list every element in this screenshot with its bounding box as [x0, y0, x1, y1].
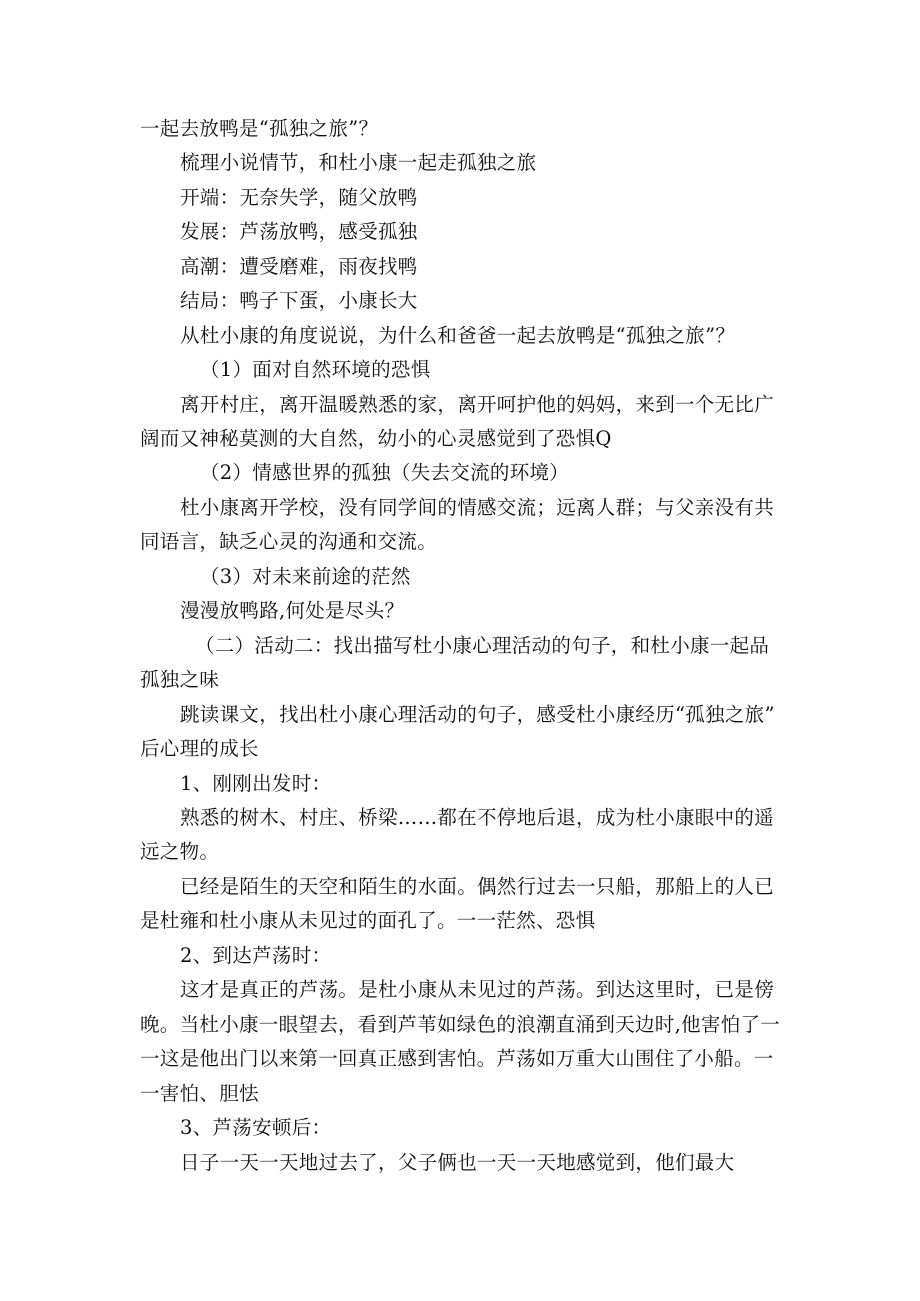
text-line: 从杜小康的角度说说，为什么和爸爸一起去放鸭是“孤独之旅”？	[180, 324, 736, 347]
text-line: 杜小康离开学校，没有同学间的情感交流；远离人群；与父亲没有共	[180, 496, 775, 519]
text-line: 离开村庄，离开温暖熟悉的家，离开呵护他的妈妈，来到一个无比广	[180, 393, 775, 416]
text-line: 结局：鸭子下蛋，小康长大	[180, 289, 418, 312]
text-line: 是杜雍和杜小康从未见过的面孔了。一一茫然、恐惧	[140, 909, 596, 932]
text-line: 已经是陌生的天空和陌生的水面。偶然行过去一只船，那船上的人已	[180, 875, 775, 898]
text-line: （2）情感世界的孤独（失去交流的环境）	[200, 461, 570, 484]
text-line: 远之物。	[140, 840, 220, 863]
text-line: 高潮：遭受磨难，雨夜找鸭	[180, 255, 418, 278]
text-line: 熟悉的树木、村庄、桥梁……都在不停地后退，成为杜小康眼中的遥	[180, 806, 775, 829]
text-line: 一起去放鸭是“孤独之旅”？	[140, 117, 379, 140]
text-line: 3、芦荡安顿后：	[180, 1116, 332, 1139]
text-line: 阔而又神秘莫测的大自然，幼小的心灵感觉到了恐惧Q	[140, 427, 612, 450]
text-line: 开端：无奈失学，随父放鸭	[180, 186, 418, 209]
text-line: 日子一天一天地过去了，父子俩也一天一天地感觉到，他们最大	[180, 1151, 735, 1174]
text-line: 孤独之味	[140, 668, 220, 691]
text-line: 后心理的成长	[140, 737, 259, 760]
text-line: 漫漫放鸭路,何处是尽头？	[180, 599, 405, 622]
text-line: （二）活动二：找出描写杜小康心理活动的句子，和杜小康一起品	[195, 634, 770, 657]
text-line: 跳读课文，找出杜小康心理活动的句子，感受杜小康经历“孤独之旅”	[180, 703, 775, 726]
text-line: 晚。当杜小康一眼望去，看到芦苇如绿色的浪潮直涌到天边时,他害怕了一	[140, 1013, 781, 1036]
text-line: （3）对未来前途的茫然	[200, 565, 411, 588]
text-line: 1、刚刚出发时：	[180, 772, 332, 795]
text-line: 一害怕、胆怯	[140, 1082, 259, 1105]
text-line: 发展：芦荡放鸭，感受孤独	[180, 220, 418, 243]
text-line: 这才是真正的芦荡。是杜小康从未见过的芦荡。到达这里时，已是傍	[180, 978, 775, 1001]
text-line: 梳理小说情节，和杜小康一起走孤独之旅	[180, 151, 537, 174]
text-line: 2、到达芦荡时：	[180, 944, 332, 967]
text-line: 同语言，缺乏心灵的沟通和交流。	[140, 530, 438, 553]
text-line: 一这是他出门以来第一回真正感到害怕。芦荡如万重大山围住了小船。一	[140, 1047, 774, 1070]
text-line: （1）面对自然环境的恐惧	[200, 358, 431, 381]
